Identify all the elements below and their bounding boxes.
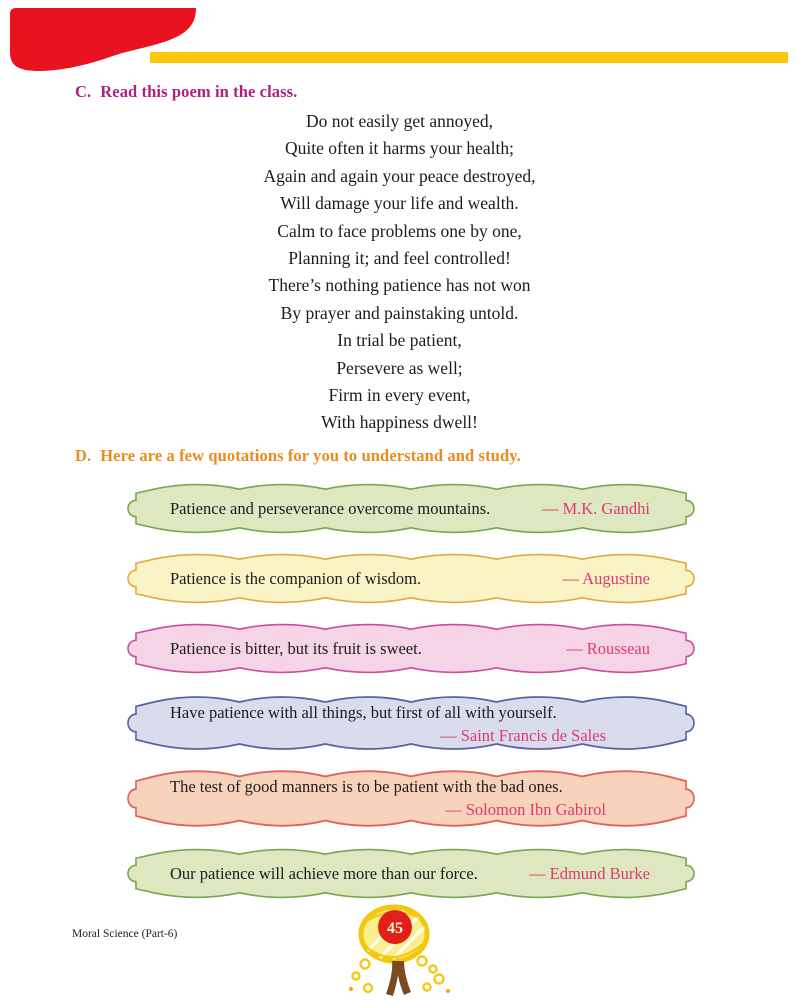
poem-line: With happiness dwell!: [321, 412, 478, 433]
section-d-label: D.: [75, 446, 92, 465]
quote-box-augustine: [122, 550, 700, 607]
poem-line: Planning it; and feel controlled!: [288, 248, 511, 269]
poem-line: Calm to face problems one by one,: [277, 220, 522, 241]
poem-line: Firm in every event,: [328, 385, 471, 406]
section-c-heading: [75, 82, 297, 102]
quote-attribution: — Saint Francis de Sales: [440, 726, 606, 745]
section-d-heading: [75, 446, 521, 466]
quote-box-rousseau: [122, 620, 700, 677]
poem: [0, 108, 799, 437]
quote-attribution: — M.K. Gandhi: [541, 498, 650, 518]
quote-box-saint-francis: [122, 692, 700, 754]
poem-line: Do not easily get annoyed,: [305, 111, 494, 131]
quote-attribution: — Edmund Burke: [529, 863, 650, 883]
poem-line: Persevere as well;: [336, 357, 463, 378]
page-number: 45: [387, 920, 403, 937]
quote-box-gandhi: [122, 480, 700, 537]
section-c-label: C.: [75, 82, 92, 101]
poem-line: By prayer and painstaking untold.: [280, 302, 519, 323]
quote-text: Patience is the companion of wisdom.: [170, 568, 422, 588]
quote-text: Patience is bitter, but its fruit is sweet.: [170, 638, 422, 658]
section-c-title: Read this poem in the class.: [100, 82, 298, 101]
page-number-tree: [338, 903, 458, 1000]
poem-line: Will damage your life and wealth.: [280, 193, 519, 214]
header-yellow-bar: [150, 52, 788, 63]
poem-line: Again and again your peace destroyed,: [263, 165, 536, 186]
poem-line: There’s nothing patience has not won: [268, 275, 531, 296]
quote-attribution: — Rousseau: [566, 638, 650, 658]
quote-text: Our patience will achieve more than our force.: [170, 863, 478, 883]
poem-line: In trial be patient,: [337, 330, 462, 351]
quote-attribution: — Solomon Ibn Gabirol: [445, 800, 606, 819]
quote-attribution: — Augustine: [562, 568, 650, 588]
section-d-title: Here are a few quotations for you to understand and study.: [100, 446, 521, 465]
quote-text: The test of good manners is to be patient with the bad ones.: [170, 777, 563, 796]
quote-box-burke: [122, 845, 700, 902]
header-decoration: [0, 0, 799, 80]
tree-trunk: [386, 961, 411, 996]
quote-box-solomon: [122, 766, 700, 831]
footer-book-title: Moral Science (Part-6): [72, 928, 178, 940]
quote-text: Patience and perseverance overcome mountains.: [170, 498, 491, 518]
quote-text: Have patience with all things, but first of all with yourself.: [170, 703, 557, 722]
poem-line: Quite often it harms your health;: [285, 138, 514, 159]
